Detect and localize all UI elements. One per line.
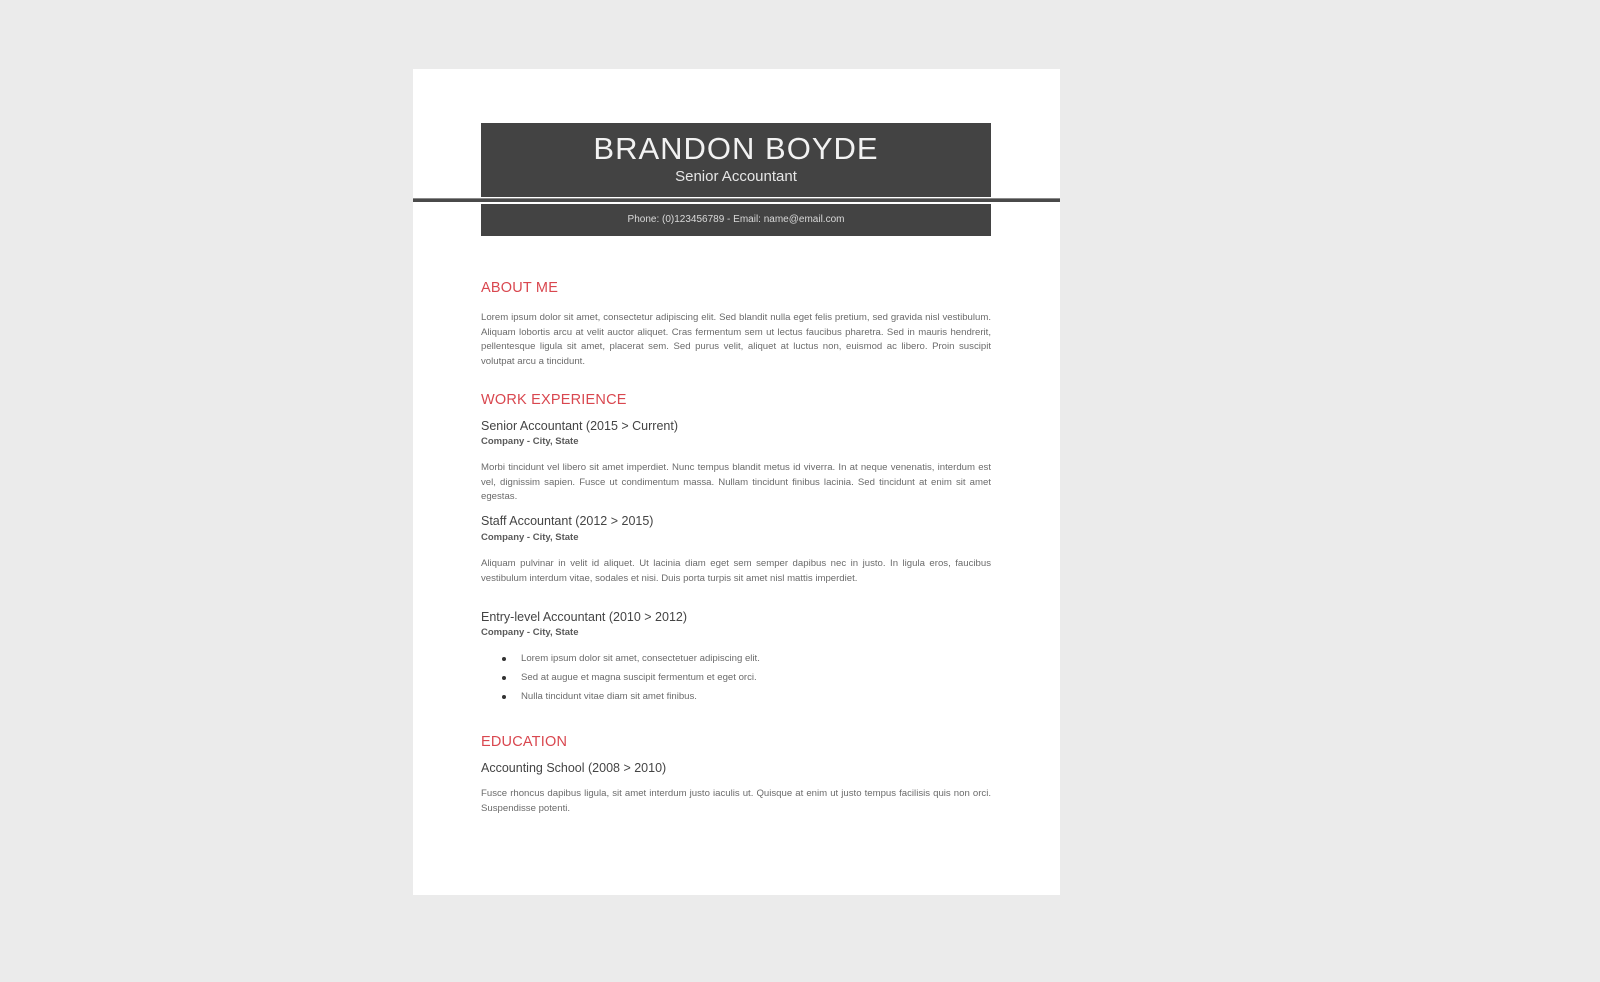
header-band xyxy=(481,123,991,197)
candidate-title: Senior Accountant xyxy=(675,168,797,185)
contact-band xyxy=(481,204,991,236)
header-divider xyxy=(413,198,1060,202)
list-item xyxy=(481,649,991,668)
job-company: Company - City, State xyxy=(481,532,579,543)
bullet-icon xyxy=(502,657,506,661)
resume-page xyxy=(413,69,1060,895)
contact-info: Phone: (0)123456789 - Email: name@email.com xyxy=(627,214,845,225)
bullet-icon xyxy=(502,676,506,680)
job-description: Aliquam pulvinar in velit id aliquet. Ut lacinia diam eget sem semper dapibus nec in justo. In ligula eros, faucibus vestibulum interdum vitae, sodales et nisi. Duis porta turpis sit amet nisl mattis imperdiet. xyxy=(481,558,991,584)
job-description: Morbi tincidunt vel libero sit amet imperdiet. Nunc tempus blandit metus id viverra. In at neque venenatis, interdum est vel, dignissim sapien. Fusce ut condimentum massa. Nullam tincidunt finibus lacinia. Sed tincidunt at enim sit amet egestas. xyxy=(481,462,991,503)
job-title: Entry-level Accountant (2010 > 2012) xyxy=(481,610,688,624)
section-heading-education: EDUCATION xyxy=(481,734,568,750)
bullet-text: Nulla tincidunt vitae diam sit amet finibus. xyxy=(521,691,697,702)
job-title: Staff Accountant (2012 > 2015) xyxy=(481,514,654,528)
bullet-text: Lorem ipsum dolor sit amet, consectetuer adipiscing elit. xyxy=(521,653,760,664)
list-item xyxy=(481,687,991,706)
education-description: Fusce rhoncus dapibus ligula, sit amet interdum justo iaculis ut. Quisque at enim ut justo tempus facilisis quis non orci. Suspendisse potenti. xyxy=(481,788,991,814)
job-company: Company - City, State xyxy=(481,627,579,638)
job-bullet-list xyxy=(481,649,991,706)
education-title: Accounting School (2008 > 2010) xyxy=(481,761,667,775)
bullet-text: Sed at augue et magna suscipit fermentum et eget orci. xyxy=(521,672,757,683)
list-item xyxy=(481,668,991,687)
job-company: Company - City, State xyxy=(481,436,579,447)
about-text: Lorem ipsum dolor sit amet, consectetur adipiscing elit. Sed blandit nulla eget felis pretium, sed gravida nisl vestibulum. Aliquam lobortis arcu at velit auctor aliquet. Cras fermentum sem ut lectus faucibus pharetra. Sed in mauris hendrerit, pellentesque ligula sit amet, placerat sem. Sed purus velit, aliquet at luctus non, euismod ac libero. Proin suscipit volutpat arcu a tincidunt. xyxy=(481,312,991,367)
section-heading-about: ABOUT ME xyxy=(481,280,559,296)
section-heading-work: WORK EXPERIENCE xyxy=(481,392,627,408)
bullet-icon xyxy=(502,695,506,699)
job-title: Senior Accountant (2015 > Current) xyxy=(481,419,678,433)
candidate-name: BRANDON BOYDE xyxy=(593,131,879,166)
